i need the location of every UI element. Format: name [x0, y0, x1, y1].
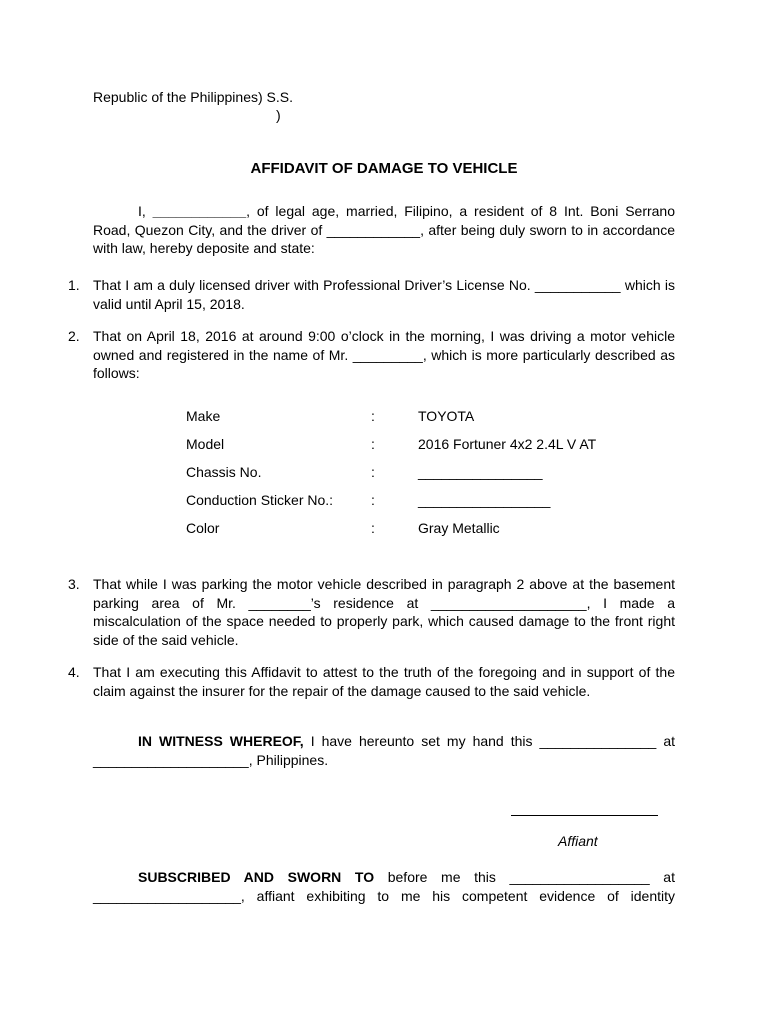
- jurat-text: before me this __________________ at ___________________, affiant exhibiting to me his competent evidence of identity: [93, 869, 675, 904]
- witness-heading: IN WITNESS WHEREOF,: [138, 733, 304, 749]
- venue-line-2: ): [276, 107, 281, 123]
- intro-prefix: I,: [138, 203, 153, 219]
- vehicle-label: Color: [186, 520, 220, 536]
- witness-paragraph: [93, 732, 675, 769]
- jurat-paragraph: [93, 868, 675, 905]
- vehicle-row-chassis: [186, 463, 636, 483]
- vehicle-label: Model: [186, 436, 225, 452]
- vehicle-label: Make: [186, 408, 221, 424]
- venue-line-1: Republic of the Philippines) S.S.: [93, 89, 293, 105]
- vehicle-colon: :: [371, 492, 375, 508]
- item-1-number: 1.: [68, 277, 80, 293]
- affiant-label: Affiant: [558, 833, 598, 849]
- document-title: AFFIDAVIT OF DAMAGE TO VEHICLE: [250, 160, 518, 177]
- vehicle-row-make: [186, 407, 636, 427]
- vehicle-colon: :: [371, 464, 375, 480]
- vehicle-value: 2016 Fortuner 4x2 2.4L V AT: [418, 436, 597, 452]
- item-1-text: That I am a duly licensed driver with Professional Driver’s License No. ___________ which is valid until April 15, 2018.: [93, 277, 675, 312]
- witness-text: I have hereunto set my hand this _______________ at ____________________, Philippines.: [93, 733, 675, 768]
- item-2-number: 2.: [68, 328, 80, 344]
- vehicle-label: Conduction Sticker No.:: [186, 492, 334, 508]
- vehicle-value: ________________: [418, 464, 543, 480]
- vehicle-label: Chassis No.: [186, 464, 262, 480]
- intro-name-blank: ____________: [152, 203, 247, 219]
- jurat-heading: SUBSCRIBED AND SWORN TO: [138, 869, 375, 885]
- item-4-text: That I am executing this Affidavit to attest to the truth of the foregoing and in support of the claim against the insurer for the repair of the damage caused to the said vehicle.: [93, 664, 675, 699]
- item-3-number: 3.: [68, 576, 80, 592]
- vehicle-row-model: [186, 435, 636, 455]
- intro-paragraph: [93, 202, 675, 258]
- vehicle-colon: :: [371, 408, 375, 424]
- vehicle-row-conduction-sticker: [186, 491, 636, 511]
- item-3-text: That while I was parking the motor vehicle described in paragraph 2 above at the basement parking area of Mr. ________’s residence at ____________________, I made a miscalculation of the space needed to properly park, which caused damage to the front right side of the said vehicle.: [93, 576, 675, 648]
- vehicle-colon: :: [371, 436, 375, 452]
- vehicle-value: _________________: [418, 492, 551, 508]
- vehicle-value: Gray Metallic: [418, 520, 500, 536]
- item-2-text: That on April 18, 2016 at around 9:00 o’clock in the morning, I was driving a motor vehicle owned and registered in the name of Mr. _________, which is more particularly described as follows:: [93, 328, 675, 382]
- vehicle-row-color: [186, 519, 636, 539]
- vehicle-colon: :: [371, 520, 375, 536]
- item-4-number: 4.: [68, 664, 80, 680]
- intro-text: , of legal age, married, Filipino, a resident of 8 Int. Boni Serrano Road, Quezon City, and the driver of ____________, after being duly sworn to in accordance with law, hereby deposite and state:: [93, 203, 675, 257]
- vehicle-value: TOYOTA: [418, 408, 475, 424]
- affiant-signature-line: [511, 815, 658, 816]
